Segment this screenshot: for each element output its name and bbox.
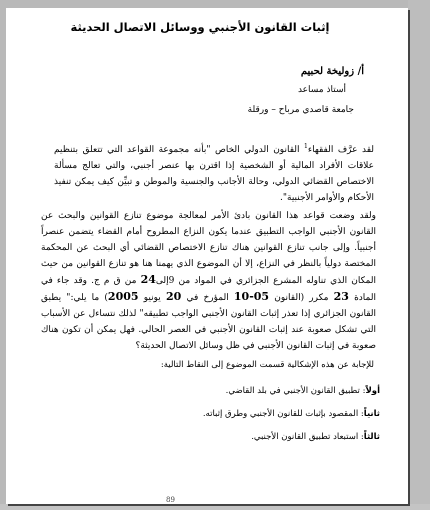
paragraph-problem-statement [41,208,376,354]
paragraph-text: القانون الدولي الخاص "بأنه مجموعة القواعد التي تتعلق بتنظيم علاقات الأفراد المالية أو الشخصية إذا اقترن بها عنصر أجنبي، والتي تعالج مسألة الاختصاص القضائي الدولي، وحالة الأجانب والجنسية والموطن و تبيِّن كيف يمكن تنفيذ الأحكام والأوامر الأجنبية". [54,145,374,203]
bold-number: 23 [333,290,349,303]
author-rank: أستاذ مساعد [297,85,346,95]
footnote-marker[interactable]: 1 [304,143,308,150]
plan-list [203,386,380,455]
list-item [203,386,380,396]
paragraph-text: لقد عرَّف الفقهاء [307,145,374,155]
list-item-text: : استبعاد تطبيق القانون الأجنبي. [251,432,364,442]
bold-number: 20 [165,290,182,303]
list-item-number: أولاً [365,386,380,396]
page-number: 89 [166,496,175,504]
author-affiliation: جامعة قاصدي مرباح – ورقلة [247,105,354,115]
list-item [203,409,380,419]
bold-number: 24 [140,273,156,286]
article-title: إثبات القانون الأجنبي ووسائل الاتصال الحديثة [70,20,330,34]
paper-sheet [6,8,408,504]
viewer-frame-bottom [0,504,430,510]
paragraph-text: ) ما يلي:" يطبق القانون الجزائري إذا تعذر إثبات القانون الأجنبي الواجب تطبيقه" لذلك نتساءل عن الأسباب التي تشكل صعوبة عند إثبات القانون الأجنبي في العصر الحالي. فهل يمكن أن تكون هناك صعوبة في إثبات القانون الأجنبي في ظل وسائل الاتصال الحديثة؟ [41,293,376,351]
viewer-frame-top [0,0,430,8]
plan-intro: للإجابة عن هذه الإشكالية قسمت الموضوع إلى النقاط التالية: [160,360,374,370]
paragraph-text: المؤرخ في [181,293,234,303]
list-item-text: : المقصود بإثبات للقانون الأجنبي وطرق إثباته. [202,409,364,419]
paragraph-definition [54,139,374,206]
list-item-number: ثانياً [363,409,380,419]
list-item-number: ثالثاً [363,432,380,442]
paragraph-text: من ق م ج. وقد جاء في المادة [41,276,376,303]
list-item-text: : تطبيق القانون الأجنبي في بلد القاضي. [225,386,366,396]
paragraph-text: يونيو [138,293,166,303]
list-item [203,432,380,442]
paragraph-text: ولقد وضعت قواعد هذا القانون بادئ الأمر لمعالجة موضوع تنازع القوانين والبحث عن القانون الأجنبي الواجب التطبيق عندما يكون النزاع المطروح أمام القضاء يتضمن عنصراً أجنبياً. وإلى جانب تنازع القوانين هناك تنازع الاختصاص القضائي أي البحث عن المحكمة المختصة دولياً بالنظر في النزاع، إلا أن الموضوع الذي يهمنا هنا هو تنازع القوانين من حيث المكان الذي تناوله المشرع الجزائري في المواد من 9إلى [41,211,377,286]
bold-number: 2005 [107,290,139,303]
bold-number: 05-10 [233,290,270,303]
viewer-frame-right [408,0,430,510]
paragraph-text: مكرر (القانون [269,293,334,303]
author-name: أ/ زوليخة لحبيم [300,66,364,77]
